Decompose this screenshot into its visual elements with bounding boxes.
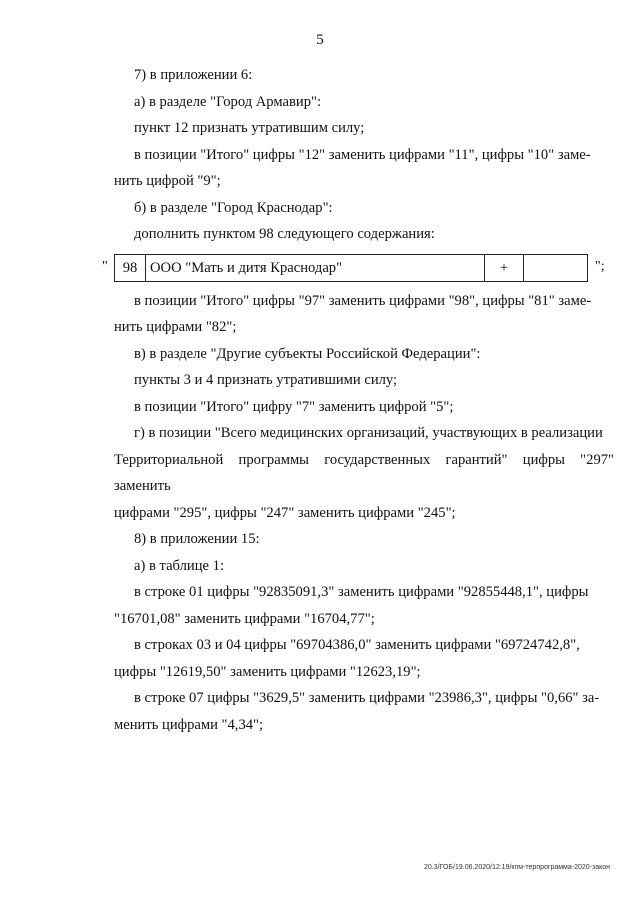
empty-cell: [524, 254, 588, 282]
closing-quote: ";: [595, 258, 605, 274]
table-row: [114, 254, 588, 283]
paragraphs-bottom: [114, 288, 614, 739]
paragraph-line: г) в позиции "Всего медицинских организаций, участвующих в реализации: [134, 425, 603, 441]
paragraph-line: пункты 3 и 4 признать утратившими силу;: [134, 372, 398, 388]
document-body: [102, 62, 614, 738]
document-footer-code: 20.3/ГОБ/19.06.2020/12:19/кпм-терпрограмма-2020-закон: [424, 864, 610, 871]
paragraph-line: Территориальной программы государственных гарантий" цифры "297" заменить: [114, 451, 614, 494]
row-number-cell: 98: [115, 254, 146, 282]
paragraph-line: дополнить пунктом 98 следующего содержания:: [134, 226, 435, 242]
paragraph-line: а) в таблице 1:: [134, 557, 224, 574]
paragraph-line: 7) в приложении 6:: [134, 67, 253, 83]
paragraph-line: б) в разделе "Город Краснодар":: [134, 199, 333, 216]
opening-quote: ": [102, 258, 108, 274]
paragraph-line: "16701,08" заменить цифрами "16704,77";: [114, 610, 375, 627]
paragraph-line: в строках 03 и 04 цифры "69704386,0" заменить цифрами "69724742,8",: [134, 637, 580, 653]
inserted-table-row: [102, 248, 614, 288]
page-number: 5: [316, 32, 324, 48]
paragraph-line: в строке 01 цифры "92835091,3" заменить цифрами "92855448,1", цифры: [134, 584, 589, 600]
paragraph-line: в строке 07 цифры "3629,5" заменить цифрами "23986,3", цифры "0,66" за-: [134, 690, 600, 706]
participation-mark-cell: +: [485, 254, 524, 282]
paragraph-line: нить цифрой "9";: [114, 173, 221, 189]
paragraph-line: цифры "12619,50" заменить цифрами "12623,19";: [114, 663, 421, 680]
paragraph-line: 8) в приложении 15:: [134, 531, 260, 547]
paragraph-line: пункт 12 признать утратившим силу;: [134, 120, 365, 136]
paragraphs-top: [114, 62, 614, 248]
paragraph-line: а) в разделе "Город Армавир":: [134, 93, 322, 110]
paragraph-line: нить цифрами "82";: [114, 319, 237, 335]
paragraph-line: в позиции "Итого" цифры "97" заменить цифрами "98", цифры "81" заме-: [134, 292, 592, 309]
paragraph-line: в позиции "Итого" цифры "12" заменить цифрами "11", цифры "10" заме-: [134, 146, 591, 163]
paragraph-line: менить цифрами "4,34";: [114, 716, 264, 733]
paragraph-line: в позиции "Итого" цифру "7" заменить цифрой "5";: [134, 398, 454, 415]
paragraph-line: в) в разделе "Другие субъекты Российской Федерации":: [134, 345, 481, 362]
paragraph-line: цифрами "295", цифры "247" заменить цифрами "245";: [114, 504, 456, 521]
organization-name-cell: ООО "Мать и дитя Краснодар": [146, 254, 485, 282]
